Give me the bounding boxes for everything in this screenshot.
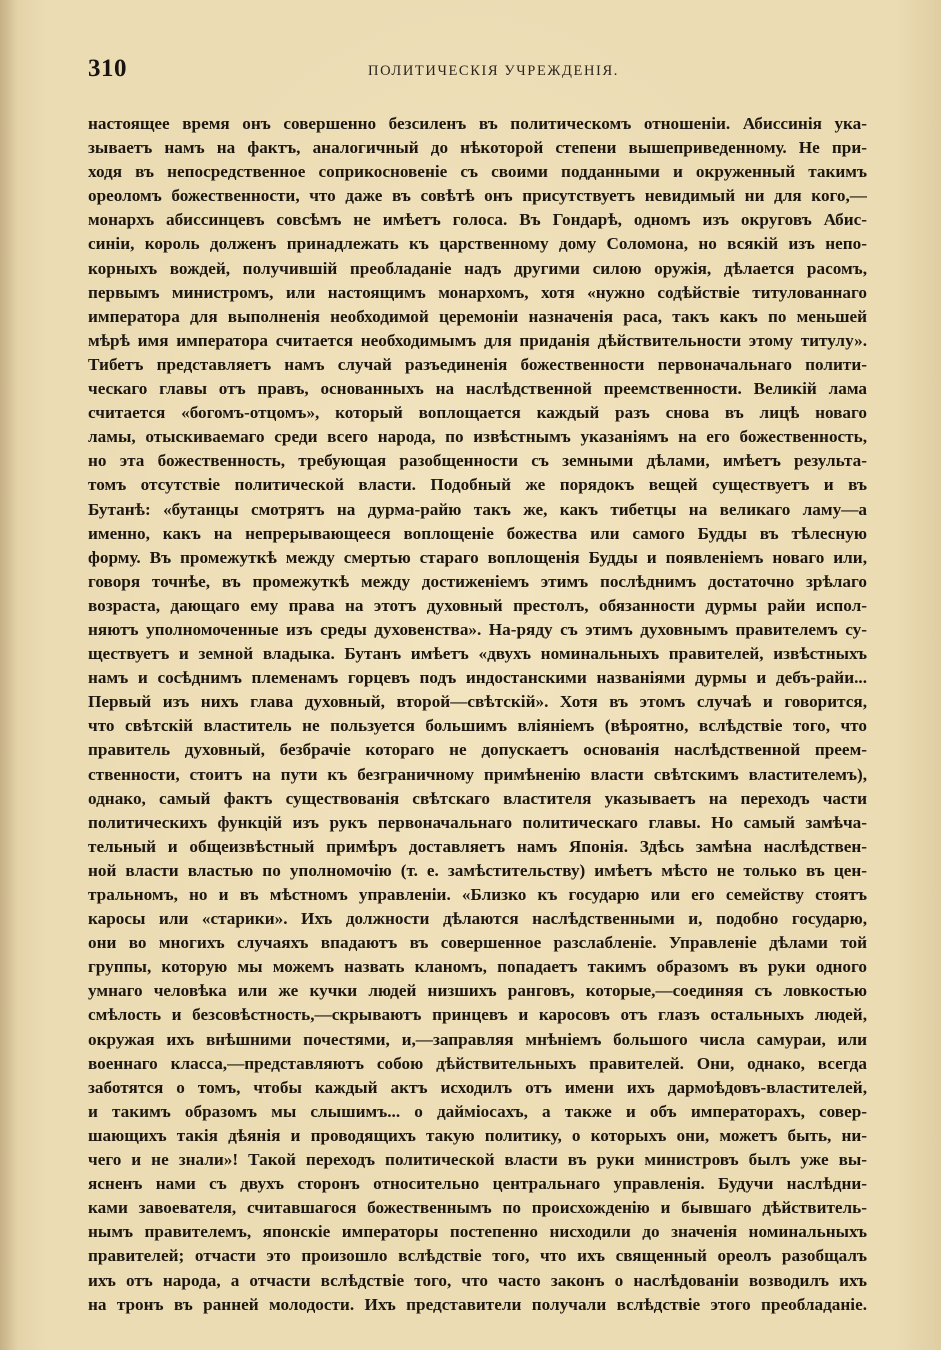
- text-line: корныхъ вождей, получившій преобладаніе надъ другими силою оружія, дѣлается расомъ,: [88, 258, 867, 278]
- text-line: военнаго класса,—представляютъ собою дѣйствительныхъ правителей. Они, однако, всегда: [88, 1053, 867, 1073]
- text-line: ламы, отыскиваемаго среди всего народа, по извѣстнымъ указаніямъ на его божественность,: [88, 427, 867, 447]
- text-line: ществуетъ и земной владыка. Бутанъ имѣетъ «двухъ номинальныхъ правителей, извѣстныхъ: [88, 644, 867, 664]
- text-line: Тибетъ представляетъ намъ случай разъединенія божественности первоначальнаго полити-: [88, 354, 867, 374]
- text-line: чего и не знали»! Такой переходъ политической власти въ руки министровъ былъ уже вы-: [88, 1150, 867, 1170]
- text-line: ками завоевателя, считавшагося божественнымъ по происхожденію и бывшаго дѣйствитель-: [88, 1198, 867, 1218]
- text-line: возраста, дающаго ему права на этотъ духовный престолъ, обязанности дурмы райи испол-: [88, 595, 867, 615]
- text-line: ной власти властью по уполномочію (т. е. замѣстительству) имѣетъ мѣсто не только въ цен-: [88, 860, 867, 880]
- body-text: [88, 112, 867, 1314]
- text-line: няютъ уполномоченные изъ среды духовенства». На-ряду съ этимъ духовнымъ правителемъ су-: [88, 619, 867, 639]
- text-line: умнаго человѣка или же кучки людей низшихъ ранговъ, которые,—соединяя съ ловкостью: [88, 981, 867, 1001]
- text-line: смѣлость и безсовѣстность,—скрываютъ принцевъ и каросовъ отъ глазъ остальныхъ людей,: [88, 1005, 867, 1025]
- text-line: они во многихъ случаяхъ впадаютъ въ совершенное разслабленіе. Управленіе дѣлами той: [88, 933, 867, 953]
- text-line: ческаго главы отъ правъ, основанныхъ на наслѣдственной преемственности. Великій лама: [88, 379, 867, 399]
- text-line: первымъ министромъ, или настоящимъ монархомъ, хотя «нужно содѣйствіе титулованнаго: [88, 282, 867, 302]
- text-line: ихъ отъ народа, а отчасти вслѣдствіе того, что часто законъ о наслѣдованіи возводилъ ихъ: [88, 1270, 867, 1290]
- text-line: заботятся о томъ, чтобы каждый актъ исходилъ отъ имени ихъ дармоѣдовъ-властителей,: [88, 1077, 867, 1097]
- text-line: считается «богомъ-отцомъ», который воплощается каждый разъ снова въ лицѣ новаго: [88, 403, 867, 423]
- text-line: тральномъ, но и въ мѣстномъ управленіи. «Близко къ государю или его семейству стоятъ: [88, 885, 867, 904]
- text-line: именно, какъ на непрерывающееся воплощеніе божества или самого Будды въ тѣлесную: [88, 523, 867, 543]
- text-line: но эта божественность, требующая разобщенности съ земными дѣлами, имѣетъ результа-: [88, 451, 867, 471]
- text-line: что свѣтскій властитель не пользуется большимъ вліяніемъ (вѣроятно, вслѣдствіе того, что: [88, 716, 867, 736]
- page-header: [88, 55, 868, 89]
- text-line: политическихъ функцій изъ рукъ первоначальнаго политическаго главы. Но самый замѣча-: [88, 812, 867, 832]
- running-head: ПОЛИТИЧЕСКІЯ УЧРЕЖДЕНІЯ.: [368, 63, 619, 79]
- text-line: мѣрѣ имя императора считается необходимымъ для приданія дѣйствительности этому титулу».: [88, 330, 867, 350]
- text-line: зываетъ намъ на фактъ, аналогичный до нѣкоторой степени вышеприведенному. Не при-: [88, 138, 867, 158]
- text-line: форму. Въ промежуткѣ между смертью стараго воплощенія Будды и появленіемъ новаго или,: [88, 547, 867, 567]
- text-line: ходя въ непосредственное соприкосновеніе съ своими подданными и окруженный такимъ: [88, 162, 867, 182]
- text-line: монархъ абиссинцевъ совсѣмъ не имѣетъ голоса. Въ Гондарѣ, одномъ изъ округовъ Абис-: [88, 210, 867, 230]
- text-line: томъ отсутствіе политической власти. Подобный же порядокъ вещей существуетъ и въ: [88, 475, 867, 495]
- text-line: тельный и общеизвѣстный примѣръ доставляетъ намъ Японія. Здѣсь замѣна наслѣдствен-: [88, 836, 867, 856]
- text-line: окружая ихъ внѣшними почестями, и,—заправляя мнѣніемъ большого числа самураи, или: [88, 1029, 867, 1049]
- text-line: правитель духовный, безбрачіе котораго не допускаетъ основанія наслѣдственной преем-: [88, 740, 867, 760]
- text-line: ственности, стоитъ на пути къ безграничному примѣненію власти свѣтскимъ властителемъ),: [88, 764, 867, 784]
- text-line: на тронъ въ ранней молодости. Ихъ представители получали вслѣдствіе этого преобладаніе.: [88, 1294, 867, 1314]
- text-line: императора для выполненія необходимой церемоніи назначенія раса, такъ какъ по меньшей: [88, 306, 867, 326]
- page-number: 310: [88, 55, 127, 82]
- text-line: настоящее время онъ совершенно безсиленъ въ политическомъ отношеніи. Абиссинія ука-: [88, 114, 867, 133]
- text-line: намъ и сосѣднимъ племенамъ горцевъ подъ индостанскими названіями дурмы и дебъ-райи...: [88, 668, 867, 688]
- text-line: и такимъ образомъ мы слышимъ... о даймiосахъ, а также и объ императорахъ, совер-: [88, 1101, 867, 1121]
- text-line: ореоломъ божественности, что даже въ совѣтѣ онъ присутствуетъ невидимый ни для кого,—: [88, 186, 867, 206]
- text-line: каросы или «старики». Ихъ должности дѣлаются наслѣдственными и, подобно государю,: [88, 909, 867, 929]
- text-line: говоря точнѣе, въ промежуткѣ между достиженіемъ этимъ послѣднимъ достаточно зрѣлаго: [88, 571, 867, 591]
- text-line: шающихъ такія дѣянія и проводящихъ такую политику, о которыхъ они, можетъ быть, ни-: [88, 1125, 867, 1145]
- text-line: правителей; отчасти это произошло вслѣдствіе того, что ихъ священный ореолъ разобщалъ: [88, 1246, 867, 1266]
- text-line: однако, самый фактъ существованія свѣтскаго властителя указываетъ на переходъ части: [88, 788, 867, 808]
- text-line: группы, которую мы можемъ назвать кланомъ, попадаетъ такимъ образомъ въ руки одного: [88, 957, 867, 977]
- text-line: Бутанѣ: «бутанцы смотрятъ на дурма-райю такъ же, какъ тибетцы на великаго ламу—а: [88, 499, 867, 519]
- spine-shadow: [0, 0, 18, 1350]
- text-line: синіи, король долженъ принадлежать къ царственному дому Соломона, но всякій изъ непо-: [88, 234, 867, 254]
- text-line: нымъ правителемъ, японскіе императоры постепенно нисходили до значенія номинальныхъ: [88, 1222, 867, 1242]
- text-line: ясненъ нами съ двухъ сторонъ относительно центральнаго управленія. Будучи наслѣдни-: [88, 1174, 867, 1194]
- text-line: Первый изъ нихъ глава духовный, второй—свѣтскій». Хотя въ этомъ случаѣ и говорится,: [88, 692, 867, 712]
